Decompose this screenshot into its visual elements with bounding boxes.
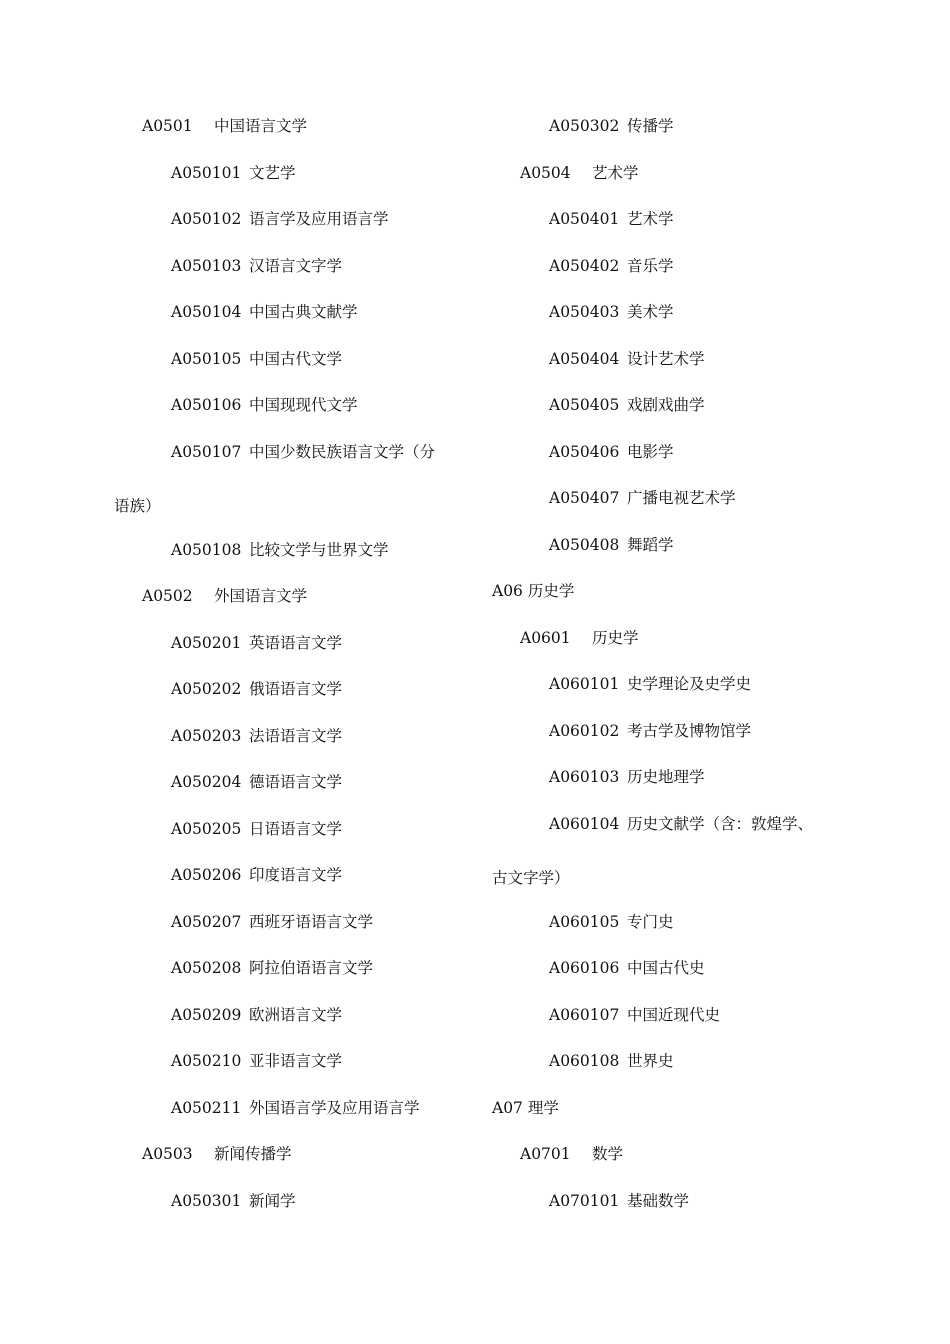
subject-code: A060107 — [549, 1005, 620, 1024]
subject-name: 艺术学 — [627, 210, 674, 228]
list-item — [520, 628, 639, 648]
subject-code: A050301 — [171, 1191, 242, 1210]
subject-code: A050107 — [171, 442, 242, 461]
list-item — [549, 302, 674, 322]
subject-name: 古文字学） — [492, 868, 570, 887]
subject-name: 德语语言文学 — [249, 773, 343, 791]
subject-name: 电影学 — [627, 442, 674, 461]
subject-code: A050406 — [549, 442, 620, 461]
subject-code: A060106 — [549, 959, 620, 977]
subject-name: 语言学及应用语言学 — [249, 210, 389, 228]
subject-name: 考古学及博物馆学 — [627, 721, 752, 740]
subject-code: A050204 — [171, 773, 242, 791]
subject-name: 比较文学与世界文学 — [249, 540, 389, 559]
subject-name: 专门史 — [627, 912, 674, 931]
subject-code: A050206 — [171, 866, 242, 884]
subject-name: 广播电视艺术学 — [627, 489, 736, 507]
list-item — [549, 116, 674, 136]
subject-code: A060108 — [549, 1052, 620, 1070]
subject-name: 艺术学 — [592, 163, 639, 182]
subject-name: 文艺学 — [249, 163, 296, 182]
subject-code: A0503 — [142, 1145, 193, 1163]
list-item — [549, 395, 705, 415]
subject-code: A0504 — [520, 163, 571, 182]
subject-code: A07 — [492, 1098, 523, 1117]
subject-name: 数学 — [592, 1145, 624, 1163]
list-item — [492, 868, 570, 888]
subject-name: 历史地理学 — [627, 768, 705, 786]
subject-code: A050205 — [171, 819, 242, 838]
subject-name: 英语语言文学 — [249, 633, 343, 652]
subject-code: A0701 — [520, 1145, 571, 1163]
list-item — [549, 1051, 674, 1071]
list-item — [549, 912, 674, 932]
subject-code: A060102 — [549, 721, 620, 740]
subject-code: A060104 — [549, 814, 620, 833]
subject-code: A050108 — [171, 540, 242, 559]
subject-name: 中国古典文献学 — [249, 303, 358, 321]
subject-name: 戏剧戏曲学 — [627, 396, 705, 414]
subject-code: A050106 — [171, 396, 242, 414]
list-item — [549, 349, 705, 369]
subject-name: 外国语言文学 — [214, 587, 308, 605]
subject-name: 美术学 — [627, 303, 674, 321]
subject-name: 历史学 — [527, 582, 575, 600]
list-item — [492, 1098, 559, 1118]
subject-code: A050404 — [549, 349, 620, 368]
subject-name: 中国少数民族语言文学（分 — [249, 442, 436, 461]
subject-code: A050103 — [171, 256, 242, 275]
subject-name: 设计艺术学 — [627, 349, 705, 368]
subject-code: A050208 — [171, 959, 242, 977]
subject-name: 俄语语言文学 — [249, 680, 343, 698]
list-item — [549, 209, 674, 229]
subject-code: A050209 — [171, 1005, 242, 1024]
subject-code: A050402 — [549, 256, 620, 275]
subject-code: A06 — [492, 582, 523, 600]
subject-name: 传播学 — [627, 117, 674, 135]
subject-name: 日语语言文学 — [249, 819, 343, 838]
subject-name: 语族） — [114, 496, 161, 515]
list-item — [549, 767, 705, 787]
subject-name: 阿拉伯语语言文学 — [249, 959, 374, 977]
subject-name: 史学理论及史学史 — [627, 675, 752, 693]
subject-code: A0502 — [142, 587, 193, 605]
subject-name: 汉语言文字学 — [249, 256, 343, 275]
subject-name: 世界史 — [627, 1052, 674, 1070]
subject-code: A050207 — [171, 912, 242, 931]
subject-code: A050405 — [549, 396, 620, 414]
list-item — [549, 535, 674, 555]
list-item — [520, 163, 639, 183]
list-item — [492, 581, 574, 601]
subject-code: A050401 — [549, 210, 620, 228]
subject-code: A050102 — [171, 210, 242, 228]
subject-code: A050201 — [171, 633, 242, 652]
list-item — [549, 814, 813, 834]
list-item — [549, 958, 705, 978]
subject-name: 中国近现代史 — [627, 1005, 721, 1024]
list-item — [520, 1144, 623, 1164]
subject-code: A050203 — [171, 726, 242, 745]
subject-code: A060101 — [549, 675, 620, 693]
subject-code: A060105 — [549, 912, 620, 931]
subject-name: 基础数学 — [627, 1191, 690, 1210]
subject-name: 理学 — [527, 1098, 559, 1117]
subject-code: A050403 — [549, 303, 620, 321]
subject-name: 欧洲语言文学 — [249, 1005, 343, 1024]
list-item — [549, 1005, 720, 1025]
list-item — [549, 442, 674, 462]
subject-name: 外国语言学及应用语言学 — [249, 1098, 420, 1117]
subject-name: 印度语言文学 — [249, 866, 343, 884]
list-item — [549, 488, 736, 508]
subject-name: 法语语言文学 — [249, 726, 343, 745]
subject-name: 中国现现代文学 — [249, 396, 358, 414]
list-item — [549, 256, 674, 276]
subject-code: A050105 — [171, 349, 242, 368]
subject-code: A050408 — [549, 535, 620, 554]
subject-name: 舞蹈学 — [627, 535, 674, 554]
subject-code: A050104 — [171, 303, 242, 321]
subject-name: 中国古代史 — [627, 959, 705, 977]
list-item — [549, 1191, 689, 1211]
subject-code: A050302 — [549, 117, 620, 135]
list-item — [549, 674, 751, 694]
subject-name: 西班牙语语言文学 — [249, 912, 374, 931]
subject-code: A060103 — [549, 768, 620, 786]
subject-code: A050101 — [171, 163, 242, 182]
subject-name: 历史学 — [592, 628, 639, 647]
subject-name: 新闻学 — [249, 1191, 296, 1210]
subject-code: A050210 — [171, 1052, 242, 1070]
subject-code: A0501 — [142, 117, 193, 135]
subject-code: A070101 — [549, 1191, 620, 1210]
subject-name: 音乐学 — [627, 256, 674, 275]
subject-name: 亚非语言文学 — [249, 1052, 343, 1070]
subject-name: 新闻传播学 — [214, 1145, 292, 1163]
subject-code: A050407 — [549, 489, 620, 507]
list-item — [549, 721, 751, 741]
subject-code: A050202 — [171, 680, 242, 698]
subject-name: 历史文献学（含：敦煌学、 — [627, 814, 814, 833]
subject-code: A0601 — [520, 628, 571, 647]
subject-code: A050211 — [171, 1098, 242, 1117]
subject-name: 中国语言文学 — [214, 117, 308, 135]
subject-name: 中国古代文学 — [249, 349, 343, 368]
